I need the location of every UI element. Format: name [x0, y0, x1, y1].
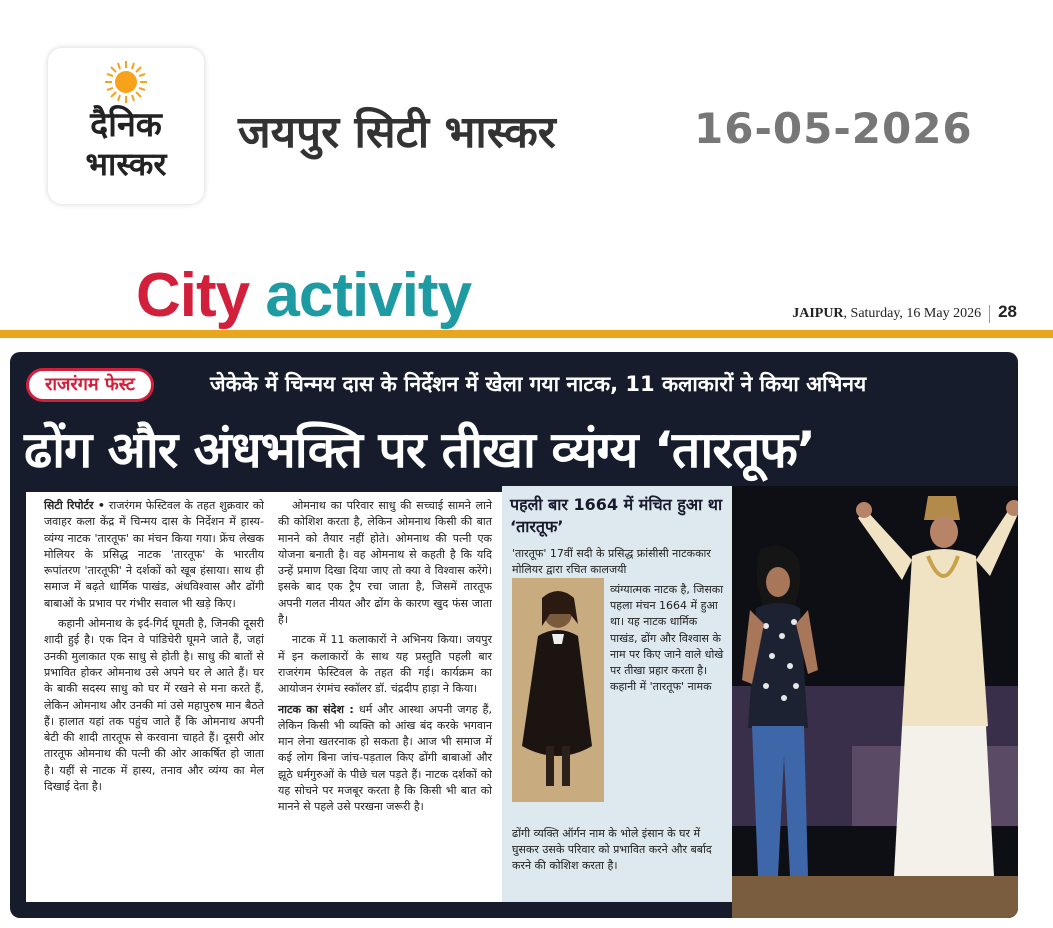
sun-icon: [104, 60, 148, 104]
section-title-activity: activity: [265, 261, 472, 330]
article-column-1: [26, 492, 272, 902]
moliere-illustration: [512, 578, 604, 802]
article-panel: [10, 352, 1018, 918]
sidebar-lead: 'तारतूफ' 17वीं सदी के प्रसिद्ध फ्रांसीसी नाटककार मोलियर द्वारा रचित कालजयी: [512, 547, 711, 576]
section-title: [136, 261, 472, 330]
paragraph: [44, 498, 264, 612]
headline: ढोंग और अंधभक्ति पर तीखा व्यंग्य ‘तारतूफ’: [24, 421, 815, 479]
kicker-line: जेकेके में चिन्मय दास के निर्देशन में खेला गया नाटक, 11 कलाकारों ने किया अभिनय: [210, 372, 867, 396]
newspaper-logo: [48, 48, 204, 204]
sidebar-text: व्यंग्यात्मक नाटक है, जिसका पहला मंचन 1664 में हुआ था। यह नाटक धार्मिक पाखंड, ढोंग और विश्वास के नाम पर किए जाने वाले धोखे पर तीखा प्रहार करता है। कहानी में 'तारतूफ' नामक: [610, 583, 724, 694]
byline: सिटी रिपोर्टर •: [44, 499, 105, 512]
edition-title: जयपुर सिटी भास्कर: [238, 107, 556, 158]
play-performance-photo: [732, 486, 1018, 918]
section-title-city: City: [136, 261, 250, 330]
logo-wordmark-line1: दैनिक: [90, 105, 162, 145]
subhead-message: नाटक का संदेश :: [278, 702, 354, 716]
page-folio: [792, 302, 1017, 323]
logo-wordmark-line2: भास्कर: [85, 145, 167, 183]
paragraph: [278, 702, 492, 816]
history-sidebar: [502, 486, 732, 902]
paragraph: कहानी ओमनाथ के इर्द-गिर्द घूमती है, जिनकी दूसरी शादी हुई है। एक दिन वे पांडिचेरी घूमने जाते हैं, जहां उनकी मुलाकात एक साधु से होती है। साधु की बातों से प्रभावित होकर ओमनाथ उसे अपने घर ले आते हैं। घर के बाकी सदस्य साधु को घर में रखने से मना करते हैं, लेकिन ओमनाथ और उनकी मां उसे महापुरुष मान बैठते हैं। हालात यहां तक पहुंच जाते हैं कि ओमनाथ अपनी बेटी की शादी तारतूफ से करवाना चाहते हैं। दूसरी ओर तारतूफ ओमनाथ की पत्नी की ओर आकर्षित हो जाता है। यहीं से नाटक में हास्य, तनाव और व्यंग्य का मेल दिखाई देता है।: [44, 617, 264, 794]
paragraph: ओमनाथ का परिवार साधु की सच्चाई सामने लाने की कोशिश करता है, लेकिन ओमनाथ किसी की बात मानने को तैयार नहीं होते। ओमनाथ की पत्नी एक योजना बनाती है। वह ओमनाथ से कहती है कि यदि उन्हें प्रमाण दिखा दिया जाए तो क्या वे विश्वास करेंगे। इसके बाद एक ट्रैप रचा जाता है, जिसमें तारतूफ अपनी गलत नीयत और ढोंग के कारण खुद फंस जाता है।: [278, 499, 492, 627]
folio-date: , Saturday, 16 May 2026: [843, 306, 982, 321]
paragraph-text: धर्म और आस्था अपनी जगह हैं, लेकिन किसी भी व्यक्ति को आंख बंद करके भगवान मान लेना खतरनाक हो सकता है। आज भी समाज में कई लोग बिना जांच-पड़ताल किए ढोंगी बाबाओं और झूठे धर्मगुरुओं के पीछे चल पड़ते हैं। नाटक दर्शकों को यह सोचने पर मजबूर करता है कि किसी भी बात को मानने से पहले उसे परखना जरूरी है।: [278, 702, 493, 814]
paragraph: नाटक में 11 कलाकारों ने अभिनय किया। जयपुर में इन कलाकारों के साथ यह प्रस्तुति पहली बार राजरंगम फेस्टिवल के तहत की गई। कार्यक्रम का आयोजन रंगमंच स्कॉलर डॉ. चंद्रदीप हाड़ा ने किया।: [278, 633, 492, 696]
publication-date: 16-05-2026: [694, 104, 973, 153]
section-rule: [0, 330, 1053, 338]
page-number: 28: [998, 302, 1017, 321]
folio-divider: [989, 305, 990, 323]
sidebar-text-tail: ढोंगी व्यक्ति ऑर्गन नाम के भोले इंसान के घर में घुसकर उसके परिवार को प्रभावित करने और बर्बाद करने की कोशिश करता है।: [512, 827, 712, 872]
sidebar-heading: पहली बार 1664 में मंचित हुआ था ‘तारतूफ’: [510, 495, 723, 536]
article-column-2: [272, 492, 502, 902]
paragraph-text: राजरंगम फेस्टिवल के तहत शुक्रवार को जवाहर कला केंद्र में चिन्मय दास के निर्देशन में हास्य-व्यंग्य नाटक 'तारतूफ' का मंचन किया गया। फ्रेंच लेखक मोलियर के प्रसिद्ध नाटक 'तारतूफ' के भारतीय रूपांतरण 'तारतूफी' ने दर्शकों को खूब हंसाया। साथ ही समाज में बढ़ते धार्मिक पाखंड, अंधविश्वास और ढोंगी बाबाओं के प्रभाव पर गंभीर सवाल भी खड़े किए।: [44, 499, 264, 610]
kicker-badge: राजरंगम फेस्ट: [26, 368, 154, 402]
folio-city: JAIPUR: [792, 306, 844, 321]
